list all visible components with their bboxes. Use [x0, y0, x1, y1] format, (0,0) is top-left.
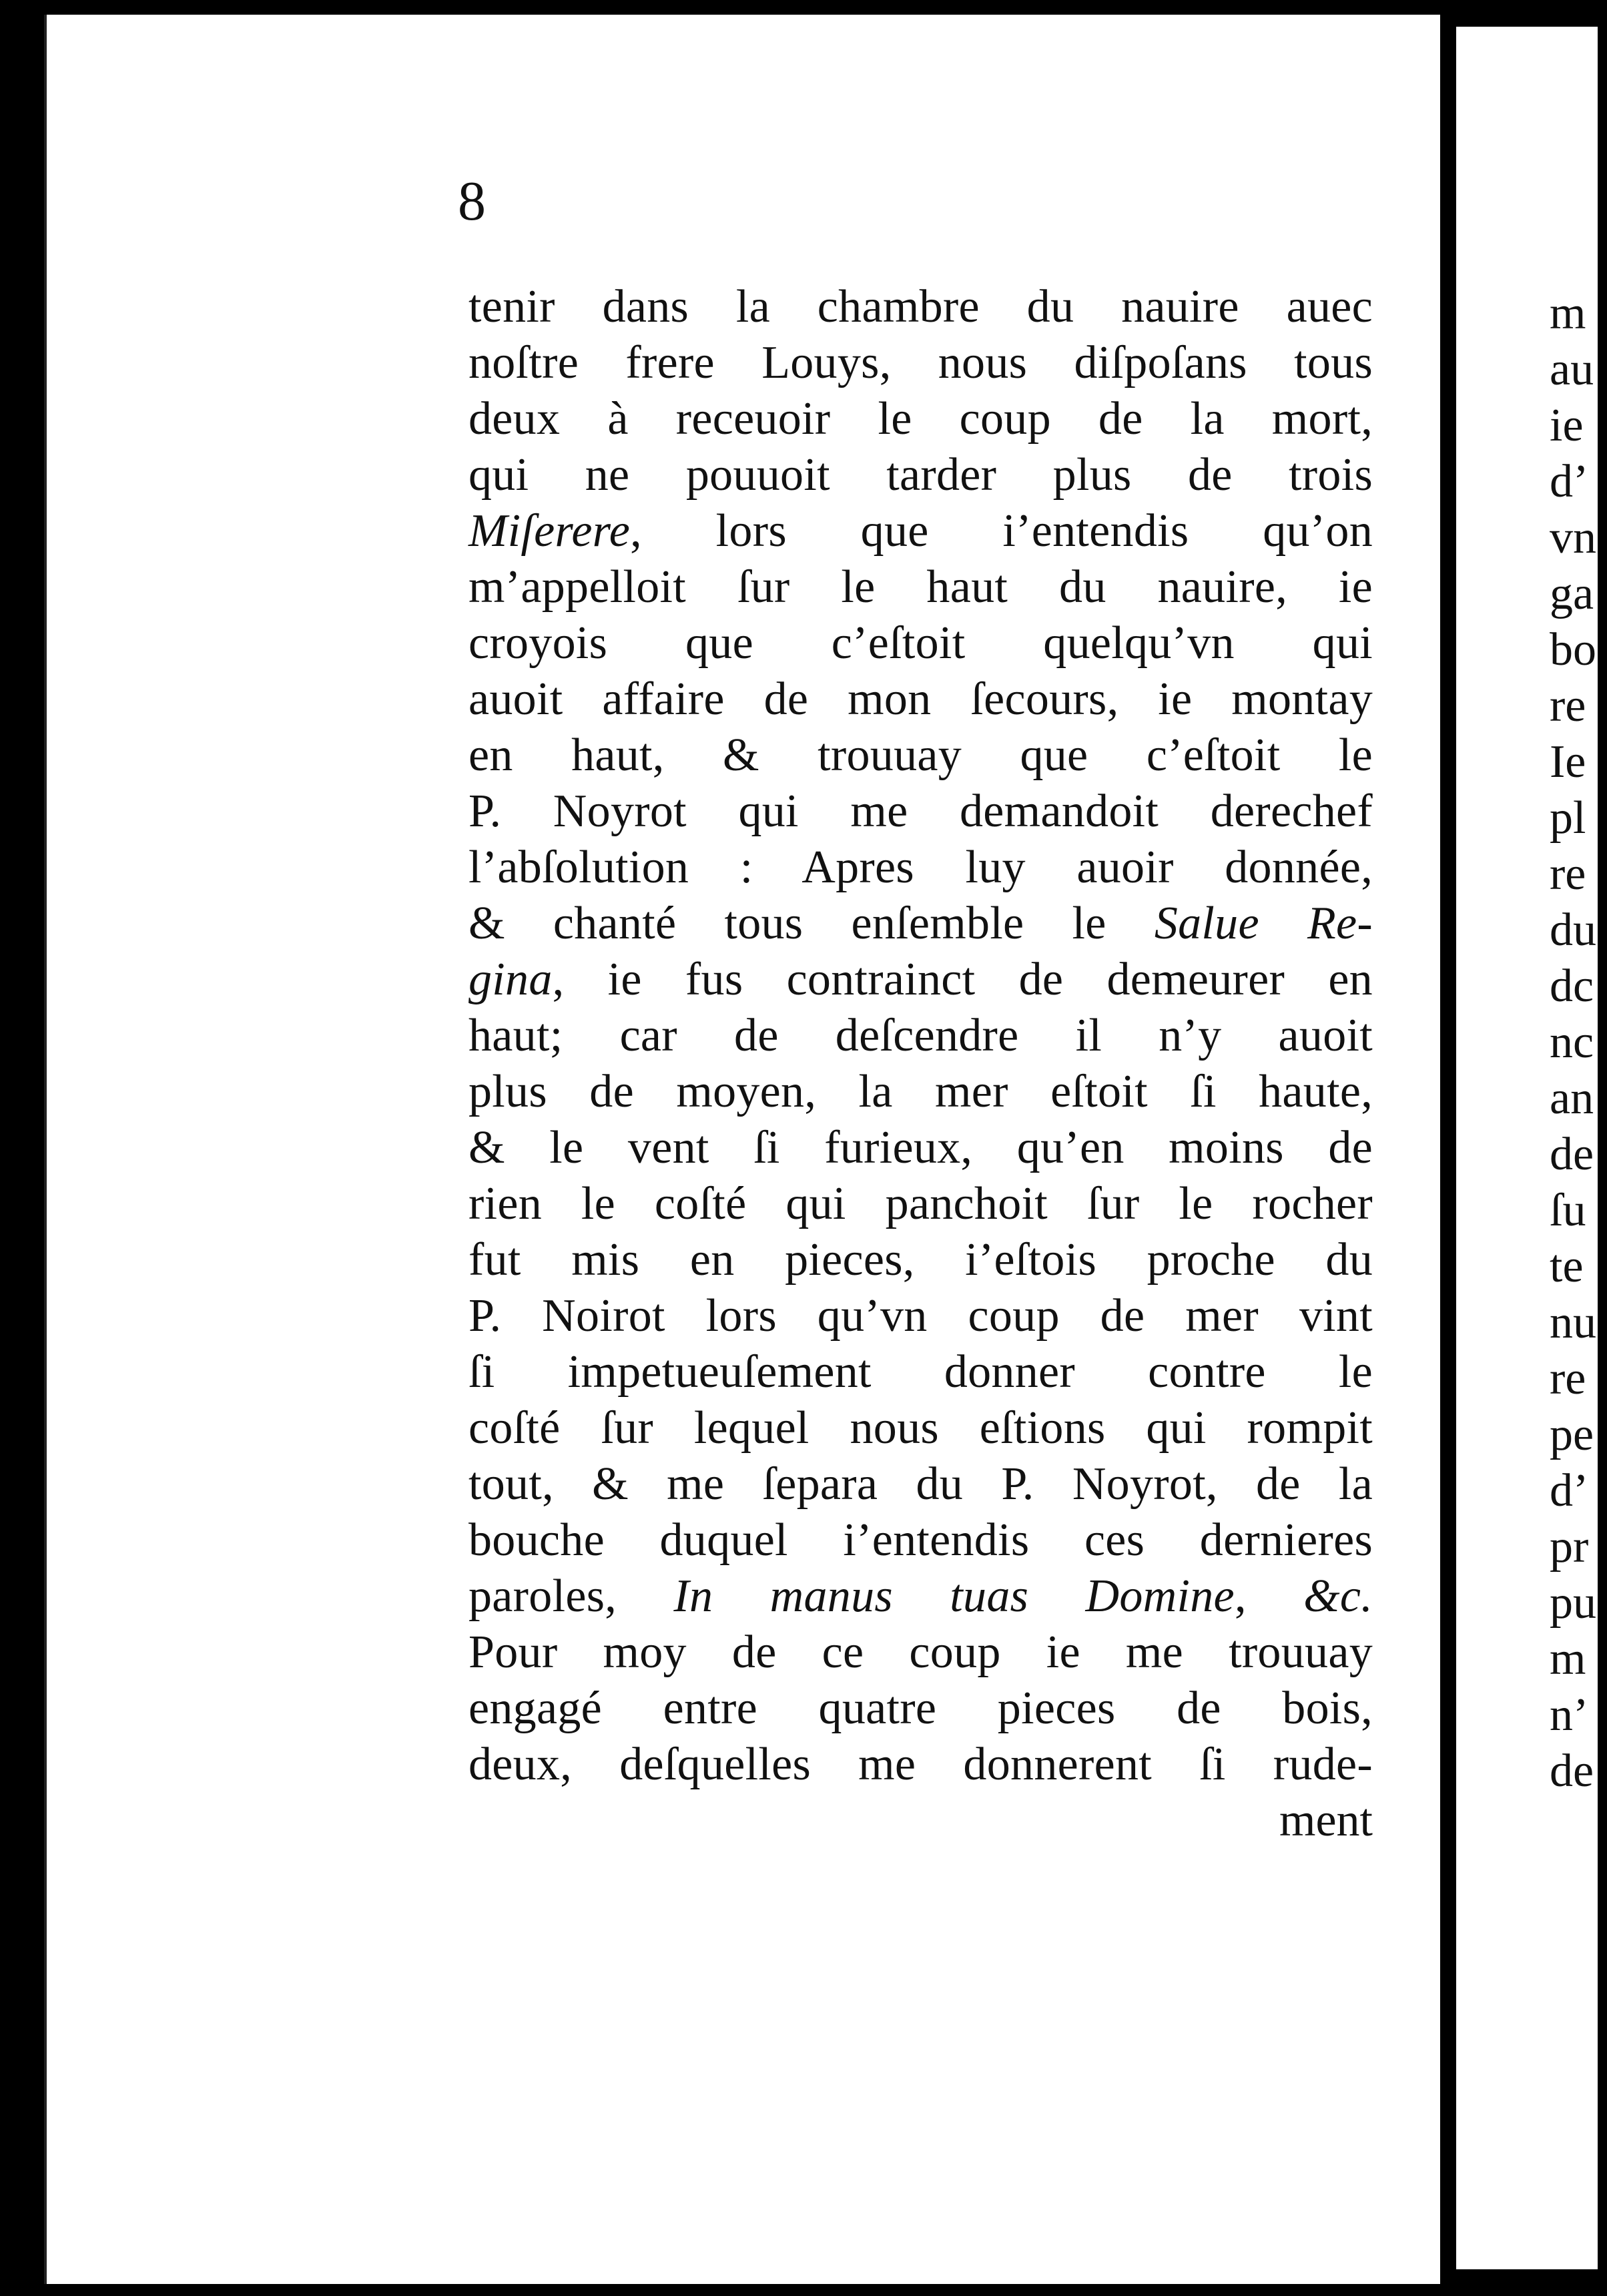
text-run: haut; car de deſcendre il n’y auoit: [468, 1010, 1373, 1061]
text-run: m’appelloit ſur le haut du nauire, ie: [468, 561, 1373, 613]
text-run: croyois que c’eſtoit quelqu’vn qui: [468, 617, 1373, 669]
text-run: fut mis en pieces, i’eſtois proche du: [468, 1234, 1373, 1285]
facing-page-fragment: dc: [1550, 960, 1594, 1012]
facing-page-fragment: d’: [1550, 1465, 1589, 1516]
text-line: [468, 615, 1373, 671]
facing-page-fragment: du: [1550, 904, 1596, 956]
page-edge: [44, 15, 47, 2284]
text-run: deux, deſquelles me donnerent ſi rude-: [468, 1739, 1373, 1790]
scan-border: [1598, 0, 1607, 2296]
facing-page-fragment: au: [1550, 344, 1594, 395]
text-line: [468, 728, 1373, 784]
text-line: [468, 840, 1373, 896]
text-run: bouche duquel i’entendis ces dernieres: [468, 1514, 1373, 1566]
text-line: [468, 1176, 1373, 1232]
facing-page-fragment: m: [1550, 1633, 1586, 1685]
text-line: [468, 1400, 1373, 1456]
text-run: P. Noirot lors qu’vn coup de mer vint: [468, 1290, 1373, 1342]
italic-phrase: In manus tuas Domine: [673, 1570, 1235, 1622]
text-run: qui ne pouuoit tarder plus de trois: [468, 449, 1373, 501]
text-run: noſtre frere Louys, nous diſpoſans tous: [468, 337, 1373, 388]
text-run: Pour moy de ce coup ie me trouuay: [468, 1627, 1373, 1678]
text-line: [468, 1625, 1373, 1681]
text-run: coſté ſur lequel nous eſtions qui rompit: [468, 1402, 1373, 1454]
text-run: paroles,: [468, 1570, 674, 1622]
facing-page-fragment: te: [1550, 1241, 1584, 1292]
italic-phrase: gina: [468, 954, 553, 1005]
facing-page-fragment: re: [1550, 1353, 1586, 1404]
text-line: [468, 503, 1373, 559]
book-gutter: [1440, 0, 1456, 2296]
facing-page-fragment: m: [1550, 288, 1586, 339]
facing-page-fragment: an: [1550, 1073, 1594, 1124]
facing-page-fragment: pr: [1550, 1521, 1589, 1572]
text-line: [468, 447, 1373, 503]
text-line: [468, 1512, 1373, 1568]
text-line: [468, 559, 1373, 615]
facing-page-fragment: ſu: [1550, 1185, 1586, 1236]
text-run: engagé entre quatre pieces de bois,: [468, 1683, 1373, 1734]
text-run: en haut, & trouuay que c’eſtoit le: [468, 730, 1373, 781]
page-number: 8: [458, 170, 486, 232]
text-run: ,: [1234, 1570, 1304, 1622]
text-run: & le vent ſi furieux, qu’en moins de: [468, 1122, 1373, 1173]
facing-page-fragment: pl: [1550, 792, 1586, 844]
text-line: [468, 1064, 1373, 1120]
catchword-container: [468, 1793, 1373, 1849]
text-line: [468, 1456, 1373, 1512]
facing-page-fragment: de: [1550, 1129, 1594, 1180]
text-line: [468, 1737, 1373, 1793]
facing-page-fragment: d’: [1550, 456, 1589, 507]
text-run: P. Noyrot qui me demandoit derechef: [468, 786, 1373, 837]
facing-page-fragment: bo: [1550, 624, 1596, 675]
facing-page: [1456, 27, 1607, 2269]
facing-page-fragment: vn: [1550, 512, 1596, 563]
text-line: [468, 1120, 1373, 1176]
text-line: [468, 1232, 1373, 1288]
text-run: rien le coſté qui panchoit ſur le rocher: [468, 1178, 1373, 1229]
catchword: ment: [1279, 1795, 1373, 1846]
facing-page-fragment: re: [1550, 680, 1586, 732]
text-run: tout, & me ſepara du P. Noyrot, de la: [468, 1458, 1373, 1510]
text-line: [468, 1568, 1373, 1625]
text-run: , lors que i’entendis qu’on: [630, 505, 1373, 557]
text-line: [468, 896, 1373, 952]
facing-page-fragment: ie: [1550, 400, 1584, 451]
text-line: [468, 1288, 1373, 1344]
text-run: deux à receuoir le coup de la mort,: [468, 393, 1373, 445]
facing-page-fragment: pu: [1550, 1577, 1596, 1629]
facing-page-fragment: Ie: [1550, 736, 1586, 788]
text-line: [468, 335, 1373, 391]
facing-page-fragment: ga: [1550, 568, 1594, 619]
italic-phrase: Salue Re-: [1154, 898, 1373, 949]
text-line: [468, 1681, 1373, 1737]
text-run: tenir dans la chambre du nauire auec: [468, 281, 1373, 332]
facing-page-fragment: re: [1550, 848, 1586, 900]
text-line: [468, 952, 1373, 1008]
text-line: [468, 784, 1373, 840]
text-line: [468, 391, 1373, 447]
facing-page-fragment: pe: [1550, 1409, 1594, 1460]
text-line: [468, 279, 1373, 335]
text-line: [468, 1344, 1373, 1400]
text-run: auoit affaire de mon ſecours, ie montay: [468, 673, 1373, 725]
text-line: [468, 1008, 1373, 1064]
text-line: [468, 671, 1373, 728]
facing-page-fragment: de: [1550, 1745, 1594, 1797]
facing-page-fragment: n’: [1550, 1689, 1589, 1741]
text-run: & chanté tous enſemble le: [468, 898, 1155, 949]
book-page: [44, 15, 1440, 2284]
facing-page-fragment: nc: [1550, 1017, 1594, 1068]
facing-page-fragment: nu: [1550, 1297, 1596, 1348]
body-text: [468, 279, 1373, 1793]
italic-phrase: &c.: [1303, 1570, 1373, 1622]
text-run: , ie fus contrainct de demeurer en: [552, 954, 1373, 1005]
text-run: l’abſolution : Apres luy auoir donnée,: [468, 842, 1373, 893]
italic-phrase: Miſerere: [468, 505, 631, 557]
text-run: ſi impetueuſement donner contre le: [468, 1346, 1373, 1398]
text-run: plus de moyen, la mer eſtoit ſi haute,: [468, 1066, 1373, 1117]
